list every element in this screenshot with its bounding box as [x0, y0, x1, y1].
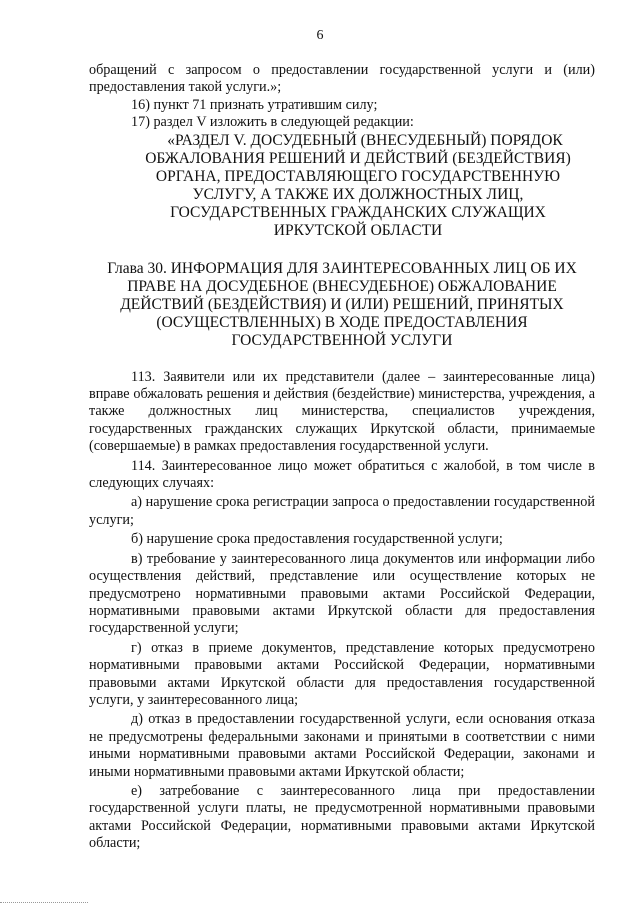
intro-line-1: обращений с запросом о предоставлении государственной услуги и (или): [89, 62, 595, 78]
paragraph-113: 113. Заявители или их представители (далее – заинтересованные лица) вправе обжаловать решения и действия (бездействие) министерства, учреждения, а также должностных лиц министерства, специалистов учреждения, государственных гражданских служащих Иркутской области, принимаемые (совершаемые) в рамках предоставления государственной услуги.: [89, 368, 595, 455]
section-heading: «РАЗДЕЛ V. ДОСУДЕБНЫЙ (ВНЕСУДЕБНЫЙ) ПОРЯДОК ОБЖАЛОВАНИЯ РЕШЕНИЙ И ДЕЙСТВИЙ (БЕЗДЕЙСТВИЯ) ОРГАНА, ПРЕДОСТАВЛЯЮЩЕГО ГОСУДАРСТВЕННУЮ УСЛУГУ, А ТАКЖЕ ИХ ДОЛЖНОСТНЫХ ЛИЦ, ГОСУДАРСТВЕННЫХ ГРАЖДАНСКИХ СЛУЖАЩИХ ИРКУТСКОЙ ОБЛАСТИ: [145, 131, 571, 239]
case-d: д) отказ в предоставлении государственной услуги, если основания отказа не предусмотрены федеральными законами и принятыми в соответствии с ними иными нормативными правовыми актами Российской Федерации, законами и иными нормативными правовыми актами Иркутской области;: [89, 711, 595, 780]
footnote-separator: [0, 902, 88, 903]
paragraph-114: 114. Заинтересованное лицо может обратиться с жалобой, в том числе в следующих случаях:: [89, 457, 595, 492]
case-e: е) затребование с заинтересованного лица при предоставлении государственной услуги платы, не предусмотренной нормативными правовыми актами Российской Федерации, нормативными правовыми актами Иркутской области;: [89, 782, 595, 852]
chapter-heading: Глава 30. ИНФОРМАЦИЯ ДЛЯ ЗАИНТЕРЕСОВАННЫХ ЛИЦ ОБ ИХ ПРАВЕ НА ДОСУДЕБНОЕ (ВНЕСУДЕБНОЕ) ОБЖАЛОВАНИЕ ДЕЙСТВИЙ (БЕЗДЕЙСТВИЯ) И (ИЛИ) РЕШЕНИЙ, ПРИНЯТЫХ (ОСУЩЕСТВЛЕННЫХ) В ХОДЕ ПРЕДОСТАВЛЕНИЯ ГОСУДАРСТВЕННОЙ УСЛУГИ: [107, 259, 577, 349]
document-body: [89, 62, 595, 853]
item-17: 17) раздел V изложить в следующей редакции:: [131, 114, 414, 131]
item-16: 16) пункт 71 признать утратившим силу;: [131, 96, 378, 113]
case-a: а) нарушение срока регистрации запроса о предоставлении государственной услуги;: [89, 494, 595, 528]
case-v: в) требование у заинтересованного лица документов или информации либо осуществления действий, представление или осуществление которых не предусмотрено нормативными правовыми актами Российской Федерации, нормативными правовыми актами Иркутской области для предоставления государственной услуги;: [89, 550, 595, 637]
case-g: г) отказ в приеме документов, представление которых предусмотрено нормативными правовыми актами Российской Федерации, нормативными правовыми актами Иркутской области для предоставления государственной услуги, у заинтересованного лица;: [89, 639, 595, 708]
case-b: б) нарушение срока предоставления государственной услуги;: [131, 531, 503, 548]
page-number: 6: [316, 28, 324, 43]
intro-line-2: предоставления такой услуги.»;: [89, 79, 282, 96]
